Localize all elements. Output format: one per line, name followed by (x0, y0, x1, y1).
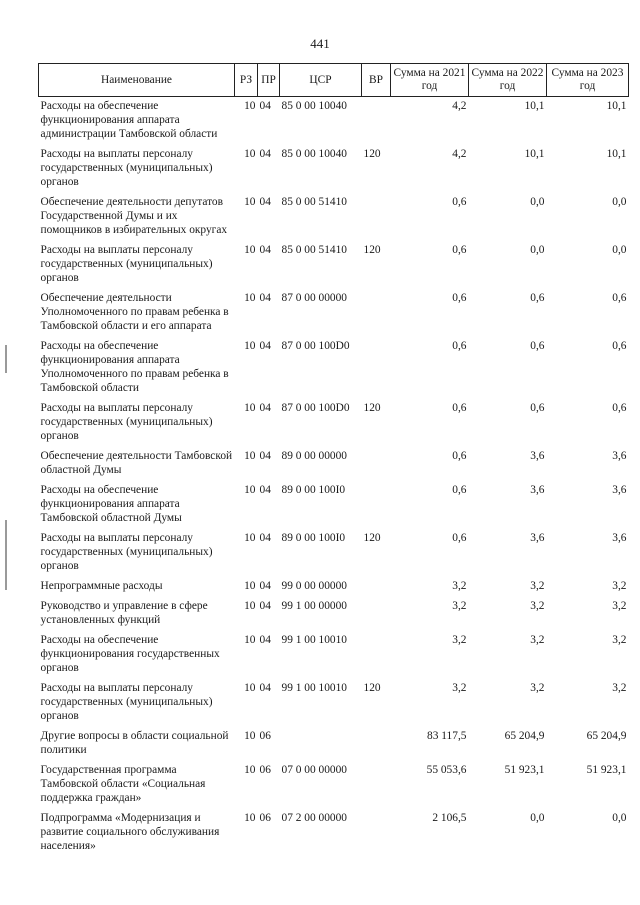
cell-vr (362, 449, 391, 483)
cell-sum-2021: 0,6 (452, 402, 467, 414)
cell-vr (362, 339, 391, 401)
cell-rz: 10 (244, 450, 256, 462)
cell-name: Руководство и управление в сфере установленных функций (40, 600, 208, 626)
cell-sum-2023: 10,1 (606, 100, 627, 112)
table-row (39, 763, 629, 811)
cell-sum-2021: 4,2 (452, 148, 467, 160)
cell-pr: 04 (259, 244, 271, 256)
cell-name: Расходы на выплаты персоналу государственных (муниципальных) органов (40, 532, 213, 572)
table-row (39, 729, 629, 763)
cell-csr: 85 0 00 10040 (281, 100, 347, 112)
cell-vr (362, 579, 391, 599)
cell-sum-2022: 3,2 (530, 600, 545, 612)
cell-sum-2023: 0,6 (612, 292, 627, 304)
cell-sum-2021: 0,6 (452, 340, 467, 352)
table-row (39, 449, 629, 483)
cell-vr (362, 483, 391, 531)
cell-pr: 04 (259, 532, 271, 544)
cell-sum-2023: 3,6 (612, 450, 627, 462)
cell-sum-2023: 3,2 (612, 580, 627, 592)
table-row (39, 339, 629, 401)
table-row (39, 811, 629, 859)
scan-edge-mark (5, 345, 7, 373)
cell-vr (362, 599, 391, 633)
table-row (39, 401, 629, 449)
cell-sum-2023: 65 204,9 (586, 730, 627, 742)
cell-sum-2021: 0,6 (452, 292, 467, 304)
cell-rz: 10 (244, 634, 256, 646)
cell-name: Расходы на выплаты персоналу государственных (муниципальных) органов (40, 244, 213, 284)
page-number: 441 (310, 36, 330, 51)
cell-rz: 10 (244, 196, 256, 208)
cell-sum-2022: 3,6 (530, 532, 545, 544)
cell-sum-2023: 3,2 (612, 600, 627, 612)
cell-sum-2023: 10,1 (606, 148, 627, 160)
cell-name: Расходы на обеспечение функционирования аппарата Тамбовской областной Думы (40, 484, 182, 524)
cell-name: Государственная программа Тамбовской области «Социальная поддержка граждан» (40, 764, 206, 804)
cell-sum-2022: 3,2 (530, 682, 545, 694)
cell-name: Расходы на выплаты персоналу государственных (муниципальных) органов (40, 682, 213, 722)
cell-sum-2022: 3,2 (530, 634, 545, 646)
cell-name: Расходы на выплаты персоналу государственных (муниципальных) органов (40, 402, 213, 442)
cell-sum-2022: 0,6 (530, 340, 545, 352)
scan-edge-mark (5, 520, 7, 590)
header-sum-2023: Сумма на 2023 год (547, 64, 629, 97)
table-row (39, 633, 629, 681)
cell-rz: 10 (244, 812, 256, 824)
cell-rz: 10 (244, 764, 256, 776)
cell-csr: 99 1 00 10010 (281, 682, 347, 694)
cell-pr: 04 (259, 634, 271, 646)
cell-sum-2022: 0,6 (530, 402, 545, 414)
budget-table (38, 63, 629, 859)
cell-csr: 87 0 00 100D0 (281, 402, 350, 414)
cell-sum-2021: 3,2 (452, 580, 467, 592)
cell-sum-2021: 0,6 (452, 484, 467, 496)
cell-vr (362, 763, 391, 811)
cell-pr: 04 (259, 600, 271, 612)
cell-csr: 99 0 00 00000 (281, 580, 347, 592)
cell-sum-2022: 65 204,9 (504, 730, 545, 742)
cell-sum-2022: 10,1 (524, 100, 545, 112)
cell-sum-2021: 0,6 (452, 450, 467, 462)
cell-name: Подпрограмма «Модернизация и развитие социального обслуживания населения» (40, 812, 220, 852)
cell-pr: 04 (259, 196, 271, 208)
cell-pr: 04 (259, 450, 271, 462)
cell-csr: 85 0 00 51410 (281, 196, 347, 208)
cell-vr: 120 (363, 402, 381, 414)
cell-sum-2022: 51 923,1 (504, 764, 545, 776)
cell-rz: 10 (244, 484, 256, 496)
header-sum-2021: Сумма на 2021 год (391, 64, 469, 97)
header-sum-2022: Сумма на 2022 год (469, 64, 547, 97)
cell-sum-2021: 0,6 (452, 196, 467, 208)
table-row (39, 599, 629, 633)
cell-sum-2022: 0,6 (530, 292, 545, 304)
cell-sum-2023: 0,0 (612, 196, 627, 208)
cell-sum-2022: 10,1 (524, 148, 545, 160)
table-row (39, 195, 629, 243)
table-row (39, 243, 629, 291)
cell-vr: 120 (363, 682, 381, 694)
cell-pr: 04 (259, 682, 271, 694)
table-row (39, 99, 629, 147)
cell-csr: 89 0 00 100I0 (281, 484, 346, 496)
cell-sum-2021: 0,6 (452, 532, 467, 544)
cell-csr: 99 1 00 00000 (281, 600, 347, 612)
cell-pr: 04 (259, 292, 271, 304)
cell-name: Расходы на обеспечение функционирования аппарата Уполномоченного по правам ребенка в Тамбовской области (40, 340, 229, 394)
cell-rz: 10 (244, 532, 256, 544)
cell-vr: 120 (363, 244, 381, 256)
cell-name: Обеспечение деятельности Тамбовской областной Думы (40, 450, 233, 476)
cell-vr (362, 729, 391, 763)
table-row (39, 579, 629, 599)
cell-vr (362, 633, 391, 681)
cell-sum-2022: 3,2 (530, 580, 545, 592)
cell-sum-2023: 0,6 (612, 402, 627, 414)
cell-sum-2022: 3,6 (530, 484, 545, 496)
cell-sum-2023: 51 923,1 (586, 764, 627, 776)
cell-sum-2022: 0,0 (530, 812, 545, 824)
cell-vr: 120 (363, 148, 381, 160)
cell-sum-2021: 3,2 (452, 634, 467, 646)
table-row (39, 531, 629, 579)
cell-pr: 04 (259, 402, 271, 414)
cell-name: Обеспечение деятельности депутатов Государственной Думы и их помощников в избирательных округах (40, 196, 228, 236)
cell-vr: 120 (363, 532, 381, 544)
cell-csr (280, 729, 362, 763)
cell-sum-2021: 4,2 (452, 100, 467, 112)
cell-vr (362, 811, 391, 859)
cell-vr (362, 291, 391, 339)
cell-sum-2021: 55 053,6 (426, 764, 467, 776)
cell-sum-2022: 3,6 (530, 450, 545, 462)
table-body (39, 97, 629, 860)
header-rz: РЗ (235, 64, 258, 97)
cell-sum-2023: 0,6 (612, 340, 627, 352)
cell-sum-2023: 3,2 (612, 682, 627, 694)
cell-pr: 04 (259, 484, 271, 496)
cell-sum-2021: 2 106,5 (432, 812, 467, 824)
table-row (39, 291, 629, 339)
cell-rz: 10 (244, 402, 256, 414)
cell-sum-2021: 83 117,5 (427, 730, 467, 742)
header-pr: ПР (258, 64, 280, 97)
cell-vr (362, 195, 391, 243)
header-vr: ВР (362, 64, 391, 97)
header-name: Наименование (39, 64, 235, 97)
cell-sum-2022: 0,0 (530, 244, 545, 256)
cell-sum-2022: 0,0 (530, 196, 545, 208)
cell-rz: 10 (244, 148, 256, 160)
header-csr: ЦСР (280, 64, 362, 97)
cell-vr (362, 99, 391, 147)
cell-pr: 04 (259, 100, 271, 112)
cell-csr: 87 0 00 00000 (281, 292, 347, 304)
cell-pr: 06 (259, 764, 271, 776)
cell-rz: 10 (244, 730, 256, 742)
cell-sum-2023: 0,0 (612, 244, 627, 256)
cell-pr: 06 (259, 812, 271, 824)
table-row (39, 483, 629, 531)
cell-pr: 04 (259, 148, 271, 160)
cell-sum-2023: 0,0 (612, 812, 627, 824)
cell-name: Расходы на обеспечение функционирования аппарата администрации Тамбовской области (40, 100, 218, 140)
cell-sum-2023: 3,2 (612, 634, 627, 646)
cell-sum-2023: 3,6 (612, 532, 627, 544)
cell-rz: 10 (244, 340, 256, 352)
cell-rz: 10 (244, 682, 256, 694)
cell-name: Обеспечение деятельности Уполномоченного по правам ребенка в Тамбовской области и его аппарата (40, 292, 229, 332)
cell-sum-2021: 3,2 (452, 682, 467, 694)
cell-name: Расходы на выплаты персоналу государственных (муниципальных) органов (40, 148, 213, 188)
cell-rz: 10 (244, 600, 256, 612)
cell-csr: 85 0 00 10040 (281, 148, 347, 160)
cell-csr: 85 0 00 51410 (281, 244, 347, 256)
cell-csr: 07 0 00 00000 (281, 764, 347, 776)
cell-sum-2021: 0,6 (452, 244, 467, 256)
cell-csr: 07 2 00 00000 (281, 812, 347, 824)
table-row (39, 147, 629, 195)
cell-sum-2023: 3,6 (612, 484, 627, 496)
cell-name: Непрограммные расходы (40, 580, 163, 592)
cell-rz: 10 (244, 244, 256, 256)
cell-name: Расходы на обеспечение функционирования государственных органов (40, 634, 220, 674)
cell-pr: 04 (259, 580, 271, 592)
cell-sum-2021: 3,2 (452, 600, 467, 612)
cell-name: Другие вопросы в области социальной политики (40, 730, 229, 756)
cell-pr: 06 (259, 730, 271, 742)
cell-csr: 87 0 00 100D0 (281, 340, 350, 352)
cell-rz: 10 (244, 100, 256, 112)
table-row (39, 681, 629, 729)
cell-rz: 10 (244, 292, 256, 304)
cell-csr: 89 0 00 100I0 (281, 532, 346, 544)
cell-csr: 99 1 00 10010 (281, 634, 347, 646)
cell-rz: 10 (244, 580, 256, 592)
table-header-row (39, 64, 629, 97)
cell-csr: 89 0 00 00000 (281, 450, 347, 462)
cell-pr: 04 (259, 340, 271, 352)
